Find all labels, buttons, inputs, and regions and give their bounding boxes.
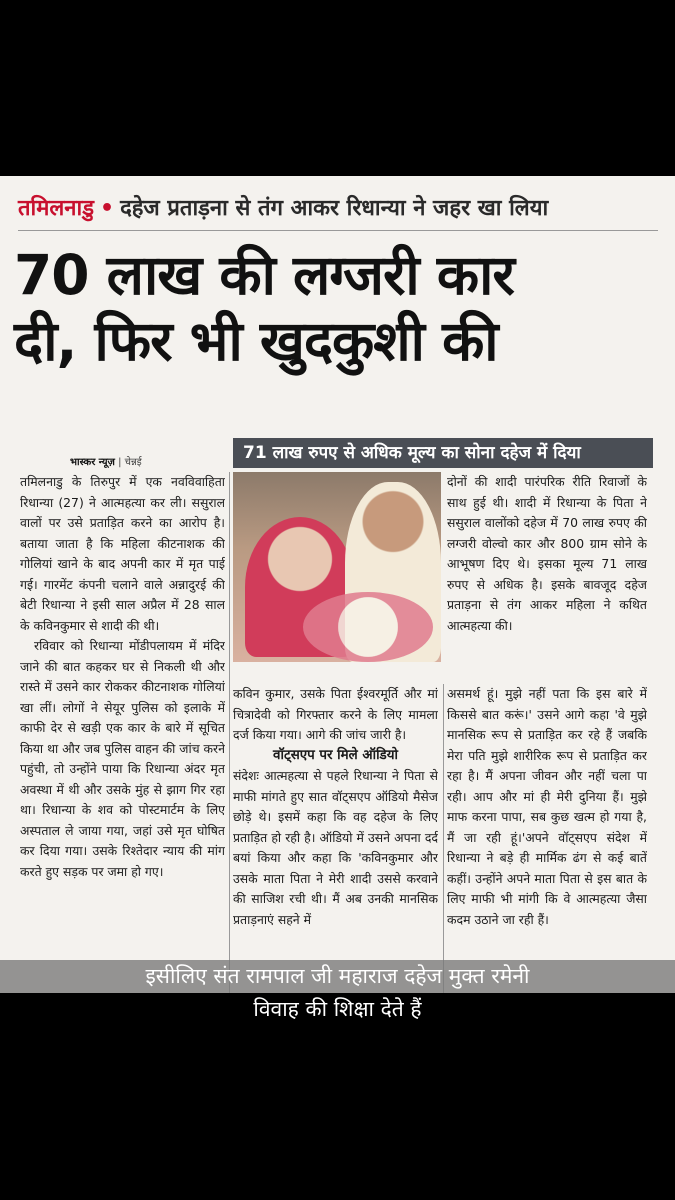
byline-place: | चेन्नई	[118, 457, 142, 468]
garland-shape	[303, 592, 433, 662]
article-column-top-right	[447, 472, 647, 658]
column-divider-2	[443, 684, 444, 998]
caption-line-2: विवाह की शिक्षा देते हैं	[0, 993, 675, 1026]
headline-line-2: दी, फिर भी खुदकुशी की	[14, 309, 498, 373]
article-column-3	[447, 684, 647, 998]
byline	[70, 454, 142, 468]
col2-subheading: वॉट्सएप पर मिले ऑडियो	[273, 747, 398, 763]
article-column-2	[233, 684, 438, 998]
headline	[14, 242, 662, 374]
kicker-bullet: •	[100, 196, 115, 221]
article-column-1	[20, 472, 225, 998]
column-divider-1	[229, 472, 230, 998]
byline-source: भास्कर न्यूज़	[70, 457, 115, 468]
headline-line-1: 70 लाख की लग्जरी कार	[14, 243, 514, 307]
subhead-bar: 71 लाख रुपए से अधिक मूल्य का सोना दहेज में दिया	[233, 438, 653, 468]
col1-paragraph-2: रविवार को रिधान्या मोंडीपलायम में मंदिर जाने की बात कहकर घर से निकली थी और रास्ते में उसने कार रोककर कीटनाशक गोलियां खा लीं। लोगों ने सेयूर पुलिस को इलाके में काफी देर से खड़ी एक कार के बारे में सूचित किया था और जब पुलिस वाहन की जांच करने पहुंची, तो उन्होंने पाया कि रिधान्या अंदर मृत अवस्था में थी और उसके मुंह से झाग गिर रहा था। रिधान्या के शव को पोस्टमार्टम के लिए अस्पताल ले जाया गया, जहां उसे मृत घोषित कर दिया गया। उसके रिश्तेदार न्याय की मांग करते हुए सड़क पर जमा हो गए।	[20, 638, 225, 879]
caption-line-1: इसीलिए संत रामपाल जी महाराज दहेज मुक्त रमेनी	[145, 964, 530, 988]
col3-paragraph: असमर्थ हूं। मुझे नहीं पता कि इस बारे में किससे बात करूं।' उसने आगे कहा 'वे मुझे मानसिक रूप से प्रताड़ित कर रहे हैं जबकि मेरा पति मुझे शारीरिक रूप से प्रताड़ित कर रहा है। मैं अपना जीवन और नहीं चला पा रही। आप और मां ही मेरी दुनिया हैं। मुझे माफ करना पापा, सब कुछ खत्म हो गया है, मैं जा रही हूं।'अपने वॉट्सएप संदेश में रिधान्या ने बड़े ही मार्मिक ढंग से कई बातें कहीं। उन्होंने अपने माता पिता से इस बात के लिए माफी भी मांगी कि वे आत्महत्या जैसा कदम उठाने जा रही हैं।	[447, 686, 647, 927]
kicker-state: तमिलनाडु	[18, 196, 94, 221]
kicker-text: दहेज प्रताड़ना से तंग आकर रिधान्या ने जहर खा लिया	[120, 196, 549, 221]
col2top-paragraph: दोनों की शादी पारंपरिक रीति रिवाजों के साथ हुई थी। शादी में रिधान्या के पिता ने ससुराल वालोंको दहेज में 70 लाख रुपए की लग्जरी वोल्वो कार और 800 ग्राम सोने के आभूषण दिए थे। इसका मूल्य 71 लाख रुपए से अधिक है। इसके बावजूद दहेज प्रताड़ना से तंग आकर महिला ने कथित आत्महत्या की।	[447, 474, 647, 633]
caption-overlay	[0, 960, 675, 1026]
wedding-photo	[233, 472, 441, 662]
col1-paragraph-1: तमिलनाडु के तिरुपुर में एक नवविवाहिता रिधान्या (27) ने आत्महत्या कर ली। ससुराल वालों पर उसे प्रताड़ित करने का आरोप है। बताया जाता है कि महिला कीटनाशक की गोलियां खाने के बाद अपनी कार में मृत पाई गई। गारमेंट कंपनी चलाने वाले अन्नादुरई की बेटी रिधान्या ने इसी साल अप्रैल में 28 साल के कविनकुमार से शादी की थी।	[20, 474, 225, 633]
newspaper-clipping	[0, 176, 675, 998]
kicker-line	[18, 192, 658, 231]
col2-paragraph-2: संदेशः आत्महत्या से पहले रिधान्या ने पिता से माफी मांगते हुए सात वॉट्सएप ऑडियो मैसेज छोड़े थे। इसमें कहा कि वह दहेज के लिए प्रताड़ित हो रही है। ऑडियो में उसने अपना दर्द बयां किया और कहा कि 'कविनकुमार और उसके माता पिता ने मेरी शादी उससे करवाने की साजिश रची थी। मैं अब उनकी मानसिक प्रताड़नाएं सहने में	[233, 768, 438, 927]
col2-paragraph-1: कविन कुमार, उसके पिता ईश्वरमूर्ति और मां चित्रादेवी को गिरफ्तार करने के लिए मामला दर्ज किया गया। आगे की जांच जारी है।	[233, 686, 438, 742]
